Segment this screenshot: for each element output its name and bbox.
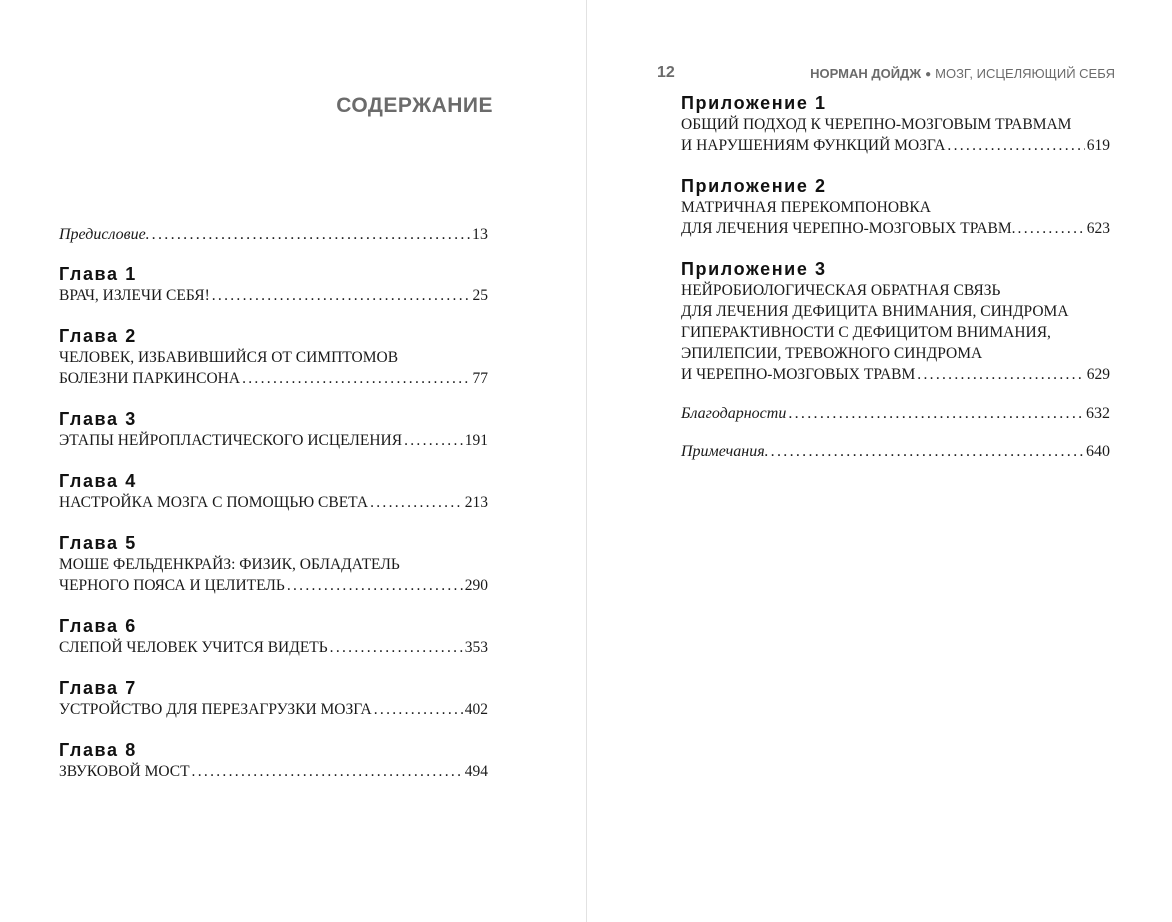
toc-title-line: МОШЕ ФЕЛЬДЕНКРАЙЗ: ФИЗИК, ОБЛАДАТЕЛЬ <box>59 556 400 573</box>
toc-page-number: 191 <box>464 432 488 449</box>
dot-leader <box>370 492 463 513</box>
toc-page-number: 13 <box>472 226 488 243</box>
toc-title-text: И ЧЕРЕПНО-МОЗГОВЫХ ТРАВМ <box>681 366 916 383</box>
toc-title-line <box>59 368 488 389</box>
dot-leader <box>152 226 470 244</box>
toc-entry-notes[interactable] <box>681 443 1110 461</box>
toc-title: СОДЕРЖАНИЕ <box>336 94 493 117</box>
toc-entry-appendix-2[interactable] <box>681 175 1110 239</box>
appendix-heading: Приложение 3 <box>681 259 827 279</box>
chapter-heading: Глава 3 <box>59 409 137 429</box>
running-head <box>657 64 1115 84</box>
toc-title-line: НЕЙРОБИОЛОГИЧЕСКАЯ ОБРАТНАЯ СВЯЗЬ <box>681 282 1001 299</box>
toc-title-line <box>59 699 488 720</box>
dot-leader <box>771 443 1084 461</box>
bullet-icon: ● <box>925 69 932 80</box>
chapter-heading: Глава 2 <box>59 326 137 346</box>
toc-page-number: 629 <box>1086 366 1110 383</box>
toc-entry-title: Благодарности <box>681 405 787 422</box>
chapter-heading: Глава 4 <box>59 471 137 491</box>
toc-entry-chapter-4[interactable] <box>59 470 488 513</box>
toc-title-text: ЗВУКОВОЙ МОСТ <box>59 763 190 780</box>
toc-entry-chapter-7[interactable] <box>59 677 488 720</box>
running-book-title: МОЗГ, ИСЦЕЛЯЮЩИЙ СЕБЯ <box>935 66 1115 81</box>
toc-entry-title: Предисловие. <box>59 226 150 243</box>
toc-page-number: 640 <box>1086 443 1110 460</box>
dot-leader <box>287 575 463 596</box>
toc-title-line <box>59 285 488 306</box>
dot-leader <box>788 405 1084 423</box>
chapter-heading: Глава 1 <box>59 264 137 284</box>
toc-title-line <box>59 430 488 451</box>
toc-title-line <box>59 575 488 596</box>
toc-title-line: МАТРИЧНАЯ ПЕРЕКОМПОНОВКА <box>681 199 931 216</box>
toc-title-line: ЧЕЛОВЕК, ИЗБАВИВШИЙСЯ ОТ СИМПТОМОВ <box>59 349 399 366</box>
toc-entry-appendix-1[interactable] <box>681 92 1110 156</box>
toc-title-text: И НАРУШЕНИЯМ ФУНКЦИЙ МОЗГА <box>681 137 946 154</box>
right-page <box>587 0 1172 922</box>
dot-leader <box>404 430 463 451</box>
toc-entry-acknowledgments[interactable] <box>681 405 1110 423</box>
dot-leader <box>242 368 470 389</box>
toc-entry-appendix-3[interactable] <box>681 258 1110 385</box>
chapter-heading: Глава 5 <box>59 533 137 553</box>
toc-title-text: ВРАЧ, ИЗЛЕЧИ СЕБЯ! <box>59 287 210 304</box>
dot-leader <box>917 364 1084 385</box>
toc-title-line <box>681 218 1110 239</box>
dot-leader <box>374 699 463 720</box>
dot-leader <box>330 637 463 658</box>
dot-leader <box>1018 218 1085 239</box>
toc-entry-title: Примечания. <box>681 443 769 460</box>
toc-title-line: ЭПИЛЕПСИИ, ТРЕВОЖНОГО СИНДРОМА <box>681 345 983 362</box>
toc-title-text: НАСТРОЙКА МОЗГА С ПОМОЩЬЮ СВЕТА <box>59 494 369 511</box>
toc-entry-chapter-1[interactable] <box>59 263 488 306</box>
running-title <box>810 66 1115 81</box>
toc-title-text: ЧЕРНОГО ПОЯСА И ЦЕЛИТЕЛЬ <box>59 577 285 594</box>
toc-title-line <box>681 135 1110 156</box>
toc-page-number: 77 <box>472 370 488 387</box>
toc-page-number: 353 <box>464 639 488 656</box>
toc-list-right <box>681 92 1110 461</box>
page-number: 12 <box>657 64 675 81</box>
toc-title-line: ДЛЯ ЛЕЧЕНИЯ ДЕФИЦИТА ВНИМАНИЯ, СИНДРОМА <box>681 303 1069 320</box>
toc-entry-chapter-3[interactable] <box>59 408 488 451</box>
toc-title-text: УСТРОЙСТВО ДЛЯ ПЕРЕЗАГРУЗКИ МОЗГА <box>59 701 372 718</box>
toc-page-number: 402 <box>464 701 488 718</box>
chapter-heading: Глава 6 <box>59 616 137 636</box>
appendix-heading: Приложение 1 <box>681 93 827 113</box>
toc-entry-chapter-6[interactable] <box>59 615 488 658</box>
toc-title-line <box>59 637 488 658</box>
dot-leader <box>212 285 471 306</box>
toc-page-number: 213 <box>464 494 488 511</box>
toc-title-line: ОБЩИЙ ПОДХОД К ЧЕРЕПНО-МОЗГОВЫМ ТРАВМАМ <box>681 116 1072 133</box>
toc-title-text: СЛЕПОЙ ЧЕЛОВЕК УЧИТСЯ ВИДЕТЬ <box>59 639 328 656</box>
toc-title-line <box>59 492 488 513</box>
toc-entry-chapter-5[interactable] <box>59 532 488 596</box>
running-author: НОРМАН ДОЙДЖ <box>810 66 922 81</box>
toc-page-number: 623 <box>1086 220 1110 237</box>
toc-page-number: 494 <box>464 763 488 780</box>
appendix-heading: Приложение 2 <box>681 176 827 196</box>
dot-leader <box>192 761 463 782</box>
toc-title-line: ГИПЕРАКТИВНОСТИ С ДЕФИЦИТОМ ВНИМАНИЯ, <box>681 324 1051 341</box>
toc-title-text: ЭТАПЫ НЕЙРОПЛАСТИЧЕСКОГО ИСЦЕЛЕНИЯ <box>59 432 403 449</box>
toc-title-line <box>59 761 488 782</box>
toc-entry-chapter-2[interactable] <box>59 325 488 389</box>
toc-title-text: ДЛЯ ЛЕЧЕНИЯ ЧЕРЕПНО-МОЗГОВЫХ ТРАВМ. <box>681 220 1016 237</box>
toc-title-text: БОЛЕЗНИ ПАРКИНСОНА <box>59 370 241 387</box>
toc-list-left <box>59 226 488 782</box>
toc-entry-chapter-8[interactable] <box>59 739 488 782</box>
toc-page-number: 632 <box>1086 405 1110 422</box>
dot-leader <box>947 135 1084 156</box>
chapter-heading: Глава 8 <box>59 740 137 760</box>
toc-title-line <box>681 364 1110 385</box>
toc-page-number: 619 <box>1086 137 1110 154</box>
toc-entry-preface[interactable] <box>59 226 488 244</box>
toc-page-number: 25 <box>472 287 488 304</box>
toc-page-number: 290 <box>464 577 488 594</box>
chapter-heading: Глава 7 <box>59 678 137 698</box>
